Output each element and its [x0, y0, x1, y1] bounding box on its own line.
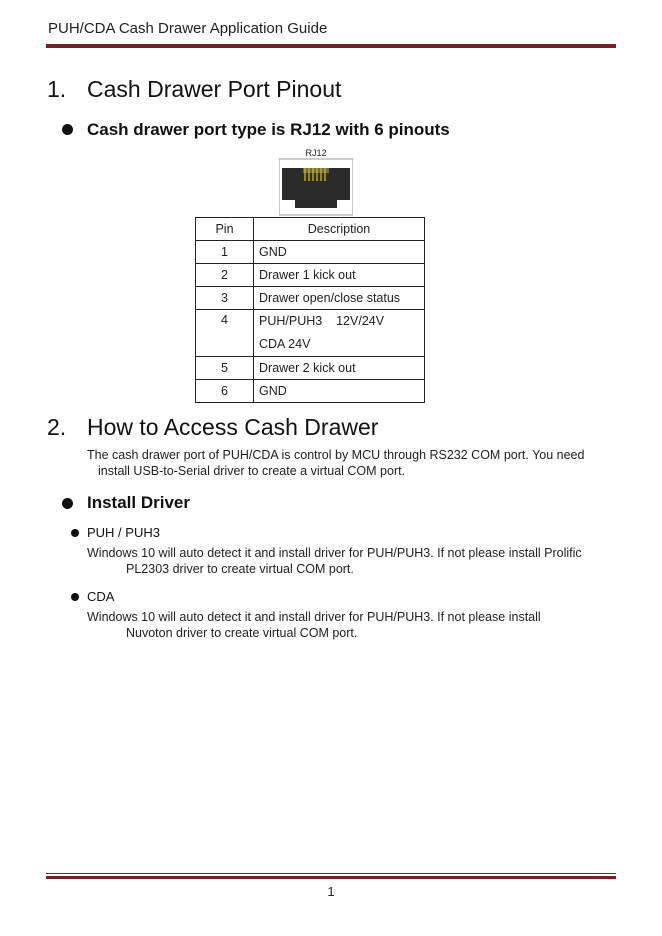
pin-cell: 5: [196, 357, 254, 380]
install-driver-heading: Install Driver: [87, 493, 190, 512]
puh-paragraph: [87, 545, 582, 577]
description-cell: GND: [254, 241, 425, 264]
description-line: CDA 24V: [259, 337, 311, 351]
rj12-label: RJ12: [305, 148, 327, 158]
section-1-heading: [47, 76, 341, 103]
section-1-title: Cash Drawer Port Pinout: [87, 76, 342, 102]
description-cell: [254, 310, 425, 357]
pin-cell: 6: [196, 380, 254, 403]
cda-subheading: CDA: [87, 589, 115, 604]
footer-rule: [46, 876, 616, 879]
pin-cell: 1: [196, 241, 254, 264]
paragraph-line: Nuvoton driver to create virtual COM port.: [126, 626, 358, 640]
rj12-bullet-text: Cash drawer port type is RJ12 with 6 pinouts: [87, 120, 450, 139]
puh-subheading: PUH / PUH3: [87, 525, 160, 540]
page-number: 1: [327, 884, 335, 899]
pin-cell: 3: [196, 287, 254, 310]
bullet-icon: [71, 529, 79, 537]
description-cell: GND: [254, 380, 425, 403]
section-1-number: 1.: [47, 76, 67, 102]
pin-cell: 2: [196, 264, 254, 287]
description-cell: Drawer 1 kick out: [254, 264, 425, 287]
footer-rule-thin: [46, 873, 616, 874]
column-header-pin: Pin: [196, 218, 254, 241]
bullet-icon: [62, 498, 73, 509]
pin-cell: 4: [196, 310, 254, 357]
section-2-number: 2.: [47, 414, 67, 440]
paragraph-line: Windows 10 will auto detect it and install driver for PUH/PUH3. If not please install Prolific: [87, 546, 582, 560]
paragraph-line: Windows 10 will auto detect it and install driver for PUH/PUH3. If not please install: [87, 610, 541, 624]
bullet-icon: [71, 593, 79, 601]
table-row: [196, 310, 425, 357]
rj12-connector-icon: [279, 148, 353, 216]
document-header-title: PUH/CDA Cash Drawer Application Guide: [48, 20, 328, 37]
pinout-table: [195, 217, 425, 403]
section-2-title: How to Access Cash Drawer: [87, 414, 379, 440]
table-row: [196, 357, 425, 380]
description-cell: Drawer 2 kick out: [254, 357, 425, 380]
section-2-paragraph: [87, 447, 584, 479]
table-row: [196, 380, 425, 403]
description-cell: Drawer open/close status: [254, 287, 425, 310]
paragraph-line: The cash drawer port of PUH/CDA is control by MCU through RS232 COM port. You need: [87, 448, 585, 462]
table-row: [196, 287, 425, 310]
table-row: [196, 264, 425, 287]
column-header-description: Description: [254, 218, 425, 241]
paragraph-line: PL2303 driver to create virtual COM port.: [126, 562, 354, 576]
section-2-heading: [47, 414, 378, 441]
table-row: [196, 241, 425, 264]
cda-paragraph: [87, 609, 541, 641]
paragraph-line: install USB-to-Serial driver to create a virtual COM port.: [98, 464, 406, 478]
table-header-row: [196, 218, 425, 241]
bullet-icon: [62, 124, 73, 135]
header-rule: [46, 44, 616, 48]
description-line: PUH/PUH3 12V/24V: [259, 314, 385, 328]
